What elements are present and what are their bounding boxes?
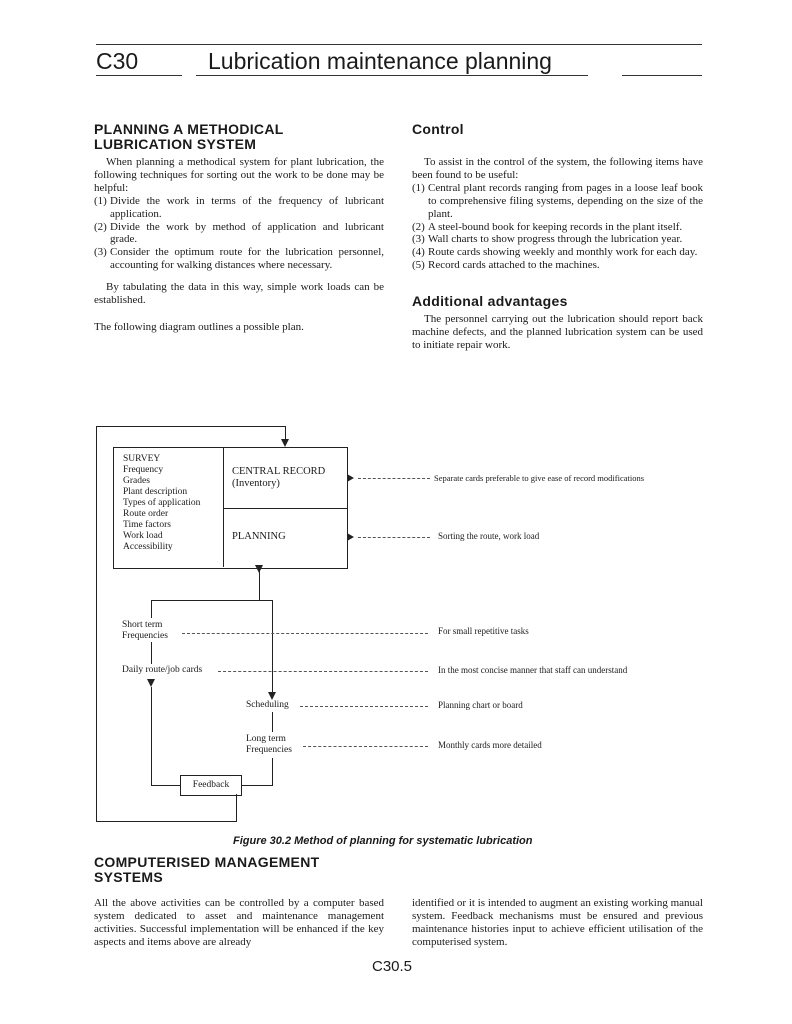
paragraph: The following diagram outlines a possible plan. [94,320,304,333]
paragraph: To assist in the control of the system, the following items have been found to be useful: [412,156,703,181]
list-item: (3) Consider the optimum route for the lubrication personnel, accounting for walking distances where necessary. [94,246,384,272]
note-short: For small repetitive tasks [438,626,529,636]
figure-caption: Figure 30.2 Method of planning for systematic lubrication [233,835,533,847]
survey-item: Time factors [123,520,171,530]
list-item: (5) Record cards attached to the machines. [412,259,600,272]
connector-line [272,600,273,694]
connector-line [272,758,273,785]
feedback-box: Feedback [180,775,242,796]
page-title: Lubrication maintenance planning [208,48,552,74]
arrow-icon [347,474,354,482]
survey-list [123,454,200,553]
connector-line [151,600,152,618]
list-item: (1) Divide the work in terms of the frequency of lubricant application. [94,194,384,220]
survey-item: Grades [123,476,150,486]
connector-line [96,821,236,822]
section-heading: COMPUTERISED MANAGEMENT SYSTEMS [94,854,320,885]
list-item: (1) Central plant records ranging from pages in a loose leaf book to comprehensive filing systems, depending on the size of the plant. [412,181,703,220]
leader-line [182,633,428,634]
connector-line [151,785,180,786]
arrow-icon [347,533,354,541]
connector-line [151,687,152,785]
survey-item: Work load [123,531,163,541]
leader-line [358,537,430,538]
leader-line [300,706,428,707]
section-body: All the above activities can be controlled by a computer based system dedicated to asset and maintenance management activities. Successful implementation will be enhanced if the key aspects and items above are already [94,897,384,948]
survey-item: Plant description [123,487,188,497]
page-number: C30.5 [372,958,413,975]
section-heading: PLANNING A METHODICAL LUBRICATION SYSTEM [94,121,284,152]
planning-label: PLANNING [232,531,286,542]
leader-line [218,671,428,672]
note-long: Monthly cards more detailed [438,740,542,750]
connector-line [236,794,237,822]
scheduling-label: Scheduling [246,700,289,710]
paragraph: By tabulating the data in this way, simple work loads can be established. [94,281,384,307]
connector-line [272,712,273,732]
connector-line [151,600,273,601]
connector-line [285,426,286,440]
arrow-icon [147,679,155,687]
central-record-label: CENTRAL RECORD (Inventory) [232,466,326,489]
connector-line [96,426,286,427]
section-heading: Control [412,121,464,137]
paragraph: The personnel carrying out the lubrication should report back machine defects, and the planned lubrication system can be used to initiate repair work. [412,313,703,351]
connector-line [96,426,97,822]
survey-item: Accessibility [123,542,173,552]
box-divider [223,508,347,509]
survey-item: Frequency [123,465,164,475]
note-daily: In the most concise manner that staff can understand [438,665,628,675]
daily-cards-label: Daily route/job cards [122,665,203,675]
note-scheduling: Planning chart or board [438,700,523,710]
paragraph: When planning a methodical system for plant lubrication, the following techniques for sorting out the work to be done may be helpful: [94,156,384,194]
long-term-label: Long term Frequencies [246,734,292,755]
section-heading: Additional advantages [412,293,568,310]
short-term-label: Short term Frequencies [122,620,168,641]
connector-line [242,785,273,786]
list-item: (3) Wall charts to show progress through the lubrication year. [412,233,683,246]
list-item: (4) Route cards showing weekly and monthly work for each day. [412,246,698,259]
leader-line [358,478,430,479]
list-item: (2) Divide the work by method of application and lubricant grade. [94,220,384,246]
survey-item: Route order [123,509,169,519]
survey-item: Types of application [123,498,201,508]
note-central: Separate cards preferable to give ease of record modifications [434,473,645,483]
arrow-icon [281,439,289,447]
connector-line [151,642,152,664]
list-item: (2) A steel-bound book for keeping records in the plant itself. [412,220,683,233]
arrow-icon [268,692,276,700]
arrow-icon [255,565,263,573]
section-body: identified or it is intended to augment an existing working manual system. Feedback mechanisms must be ensured and previous maintenance histories input to achieve efficient utilisation of the computerised system. [412,897,703,948]
note-planning: Sorting the route, work load [438,531,540,541]
survey-title: SURVEY [123,454,161,464]
section-code: C30 [96,48,139,74]
leader-line [303,746,428,747]
